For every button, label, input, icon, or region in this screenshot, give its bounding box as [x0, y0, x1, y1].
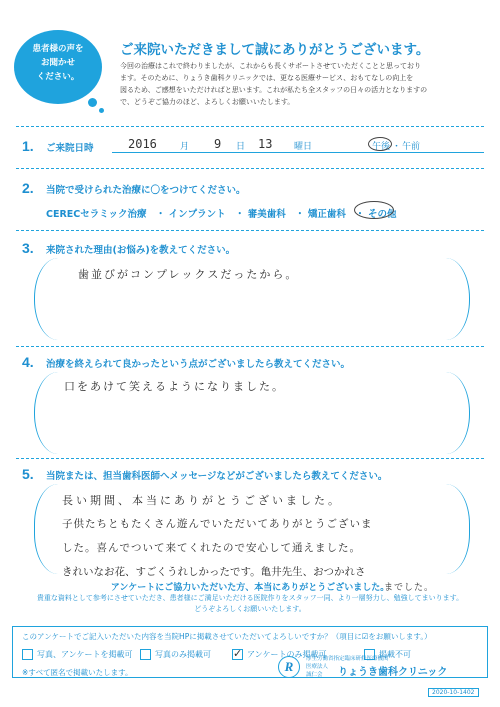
question-5-number: 5. — [22, 466, 34, 482]
question-5-label: 当院または、担当歯科医師へメッセージなどがございましたら教えてください。 — [46, 471, 388, 482]
question-1-label: ご来院日時 — [46, 143, 94, 154]
question-2-number: 2. — [22, 180, 34, 196]
date-underline — [112, 152, 484, 153]
treatment-aesthetic: ・ 審美歯科 — [235, 209, 286, 220]
divider — [16, 230, 484, 231]
answer-bracket-right — [446, 484, 470, 574]
thanks-heading: アンケートにご協力いただいた方、本当にありがとうございました。 — [110, 583, 390, 593]
intro-line-4: で、どうぞご協力のほど、よろしくお願いいたします。 — [120, 98, 295, 106]
question-3-label: 来院された理由(お悩み)を教えてください。 — [46, 245, 236, 256]
answer-bracket-right — [446, 258, 470, 340]
option-photo-only[interactable] — [140, 649, 211, 660]
option-label: アンケートのみ掲載可 — [247, 650, 327, 659]
thanks-line-1: 貴重な資料として参考にさせていただき、患者様にご満足いただける医院作りをスタッフ一同、より一層努力し、勉強してまいります。 — [36, 594, 464, 602]
message-line-5: までした。 — [384, 583, 435, 593]
option-photo-and-survey[interactable] — [22, 649, 133, 660]
clinic-corp-1: 医療法人 — [306, 664, 329, 670]
question-4-label: 治療を終えられて良かったという点がございましたら教えてください。 — [46, 359, 351, 370]
pm-circle-mark — [368, 137, 392, 151]
anonymous-note: ※すべて匿名で掲載いたします。 — [22, 668, 133, 677]
checkbox[interactable] — [22, 649, 33, 660]
treatment-options — [46, 206, 403, 220]
reason-answer: 歯並びがコンプレックスだったから。 — [78, 268, 299, 281]
intro-text — [120, 60, 490, 108]
message-line-4: きれいなお花、すごくうれしかったです。亀井先生、おつかれさ — [62, 566, 366, 578]
bubble-tail-dot-small — [99, 108, 104, 113]
option-label: 掲載不可 — [379, 650, 411, 659]
visit-day: 13 — [258, 137, 273, 151]
pm-option: 午後 — [372, 142, 391, 152]
answer-bracket-right — [446, 372, 470, 454]
option-label: 写真、アンケートを掲載可 — [37, 650, 133, 659]
answer-bracket-left — [34, 372, 58, 454]
thanks-line-2: どうぞよろしくお願いいたします。 — [194, 605, 306, 613]
visit-month: 9 — [214, 137, 222, 151]
message-line-1: 長い期間、本当にありがとうございました。 — [62, 494, 342, 507]
treatment-other: ・ その他 — [355, 209, 397, 220]
treatment-implant: ・ インプラント — [155, 209, 226, 220]
ampm-separator: ・ — [392, 142, 402, 152]
option-label: 写真のみ掲載可 — [155, 650, 211, 659]
question-3-number: 3. — [22, 240, 34, 256]
clinic-name: りょうき歯科クリニック — [338, 667, 448, 678]
month-label: 月 — [180, 142, 190, 152]
document-code: 2020-10-1402 — [428, 688, 479, 697]
thanks-text — [0, 593, 500, 615]
am-option: 午前 — [402, 142, 421, 152]
bubble-line-1: 患者様の声を — [32, 44, 84, 54]
intro-line-3: 図るため、ご感想をいただければと思います。これが私たち全スタッフの日々の活力となりますの — [120, 86, 428, 94]
clinic-logo-icon: R — [278, 656, 300, 678]
day-label: 日 — [236, 142, 246, 152]
divider — [16, 168, 484, 169]
answer-bracket-left — [34, 484, 58, 574]
good-point-answer: 口をあけて笑えるようになりました。 — [64, 380, 285, 393]
divider — [16, 346, 484, 347]
clinic-corp-2: 誠仁会 — [306, 672, 323, 678]
orthodontic-circle-mark — [354, 201, 397, 220]
consent-question: このアンケートでご記入いただいた内容を当院HPに掲載させていただいてよろしいですか？（項目に☑をお願いします。） — [22, 632, 432, 641]
page-title: ご来院いただきまして誠にありがとうございます。 — [120, 42, 430, 58]
treatment-orthodontic: ・ 矯正歯科 — [295, 209, 346, 220]
clinic-designation: 厚生労働省指定臨床研修医療機関 — [306, 656, 389, 662]
intro-line-1: 今回の治療はこれで終わりましたが、これからも長くサポートさせていただくことと思っており — [120, 62, 421, 70]
speech-bubble — [14, 30, 102, 104]
question-2-label: 当院で受けられた治療に〇をつけてください。 — [46, 185, 246, 196]
intro-line-2: ます。そのために、りょうき歯科クリニックでは、更なる医療サービス、おもてなしの向上を — [120, 74, 414, 82]
divider — [16, 126, 484, 127]
treatment-cerec: CERECセラミック治療 — [46, 209, 147, 220]
checkbox[interactable] — [140, 649, 151, 660]
bubble-tail-dot — [88, 98, 97, 107]
divider — [16, 458, 484, 459]
answer-bracket-left — [34, 258, 58, 340]
bubble-line-3: ください。 — [36, 72, 80, 82]
weekday-label: 曜日 — [294, 142, 313, 152]
bubble-line-2: お聞かせ — [40, 58, 75, 68]
visit-year: 2016 — [128, 137, 157, 151]
checkbox-checked[interactable] — [232, 649, 243, 660]
question-1-number: 1. — [22, 138, 34, 154]
message-line-2: 子供たちともたくさん遊んでいただいてありがとうございま — [62, 518, 373, 530]
message-line-3: した。喜んでついて来てくれたので安心して通えました。 — [62, 542, 361, 554]
question-4-number: 4. — [22, 354, 34, 370]
